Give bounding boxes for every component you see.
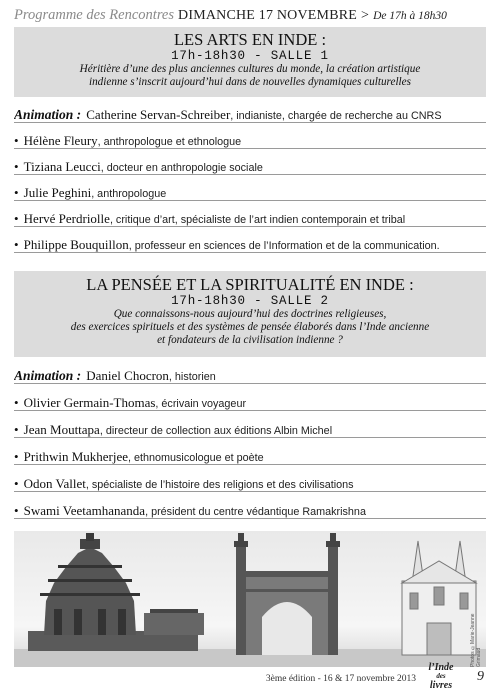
section2-banner <box>14 271 486 357</box>
section2-desc-line: des exercices spirituels et des systèmes de pensée élaborés dans l’Inde ancienne <box>70 320 430 333</box>
speaker-row <box>14 205 486 227</box>
speaker-role: , critique d’art, spécialiste de l’art indien contemporain et tribal <box>109 214 406 226</box>
page-footer <box>14 662 486 691</box>
bullet-glyph: • <box>14 449 19 464</box>
speaker-name: Jean Mouttapa <box>23 422 100 437</box>
bullet-glyph: • <box>14 422 19 437</box>
charminar-silhouette <box>234 533 340 655</box>
section1-time: 17h-18h30 - SALLE 1 <box>171 49 329 63</box>
speaker-name: Swami Veetamhananda <box>23 503 146 518</box>
speaker-row <box>14 497 486 519</box>
bullet-glyph: • <box>14 211 19 226</box>
bullet-glyph: • <box>14 395 19 410</box>
temple-silhouette <box>28 533 204 651</box>
section1-moderator-row <box>14 101 486 123</box>
photo-credit: Photos ©Marie-Jeanne Grimaud <box>470 613 482 667</box>
section2-moderator-row <box>14 362 486 384</box>
inde-des-livres-logo <box>420 663 462 689</box>
page-header <box>14 6 486 26</box>
section2-time: 17h-18h30 - SALLE 2 <box>171 294 329 308</box>
speaker-role: , directeur de collection aux éditions Albin Michel <box>99 425 333 437</box>
speaker-name: Odon Vallet <box>23 476 86 491</box>
section1-desc-line: Héritière d’une des plus anciennes cultures du monde, la création artistique <box>79 63 421 75</box>
page-number: 9 <box>477 669 484 684</box>
speaker-name: Hervé Perdriolle <box>23 211 110 226</box>
bullet-glyph: • <box>14 159 19 174</box>
speaker-role: , spécialiste de l’histoire des religions et des civilisations <box>85 479 354 491</box>
speaker-row <box>14 470 486 492</box>
speaker-role: , anthropologue <box>91 188 167 200</box>
speaker-name: Prithwin Mukherjee <box>23 449 128 464</box>
speaker-role: , ethnomusicologue et poète <box>128 452 264 464</box>
bullet-glyph: • <box>14 476 19 491</box>
edition-text: 3ème édition - 16 & 17 novembre 2013 <box>265 674 416 684</box>
logo-line: l’Inde <box>428 662 454 673</box>
speaker-role: , président du centre védantique Ramakrishna <box>145 506 366 518</box>
bullet-glyph: • <box>14 185 19 200</box>
speaker-row <box>14 127 486 149</box>
section1-banner <box>14 27 486 97</box>
speaker-name: Olivier Germain-Thomas <box>23 395 156 410</box>
speaker-row <box>14 231 486 253</box>
speaker-role: , docteur en anthropologie sociale <box>100 162 263 174</box>
speaker-row <box>14 179 486 201</box>
moderator-label: Animation : <box>14 368 82 383</box>
speaker-role: , professeur en sciences de l’Information et de la communication. <box>128 240 440 252</box>
program-label: Programme des Rencontres <box>14 7 175 23</box>
bullet-glyph: • <box>14 237 19 252</box>
moderator-role: , indianiste, chargée de recherche au CNRS <box>230 110 442 122</box>
speaker-role: , écrivain voyageur <box>155 398 247 410</box>
monuments-photo <box>14 531 486 667</box>
speaker-row <box>14 389 486 411</box>
monuments-illustration <box>14 531 486 667</box>
speaker-row <box>14 153 486 175</box>
section2-desc-line: et fondateurs de la civilisation indienne ? <box>157 333 343 346</box>
speaker-name: Philippe Bouquillon <box>23 237 129 252</box>
logo-line: livres <box>429 680 453 691</box>
moderator-name: Catherine Servan-Schreiber <box>86 107 231 122</box>
section2-desc-line: Que connaissons-nous aujourd’hui des doctrines religieuses, <box>113 308 387 320</box>
moderator-role: , historien <box>168 371 216 383</box>
speaker-name: Julie Peghini <box>23 185 92 200</box>
cathedral-silhouette <box>402 541 476 655</box>
logo-line: des <box>436 672 446 680</box>
event-day: DIMANCHE 17 NOVEMBRE <box>178 8 358 23</box>
event-time-range: De 17h à 18h30 <box>373 10 447 22</box>
moderator-label: Animation : <box>14 107 82 122</box>
arrow-glyph: > <box>361 8 370 23</box>
speaker-role: , anthropologue et ethnologue <box>97 136 242 148</box>
speaker-row <box>14 443 486 465</box>
speaker-name: Tiziana Leucci <box>23 159 101 174</box>
speaker-name: Hélène Fleury <box>23 133 98 148</box>
bullet-glyph: • <box>14 503 19 518</box>
section1-title: LES ARTS EN INDE : <box>173 30 327 49</box>
section1-desc-line: indienne s’inscrit aujourd’hui dans de nouvelles dynamiques culturelles <box>88 75 411 88</box>
section2-title: LA PENSÉE ET LA SPIRITUALITÉ EN INDE : <box>86 275 414 294</box>
bullet-glyph: • <box>14 133 19 148</box>
moderator-name: Daniel Chocron <box>86 368 169 383</box>
speaker-row <box>14 416 486 438</box>
